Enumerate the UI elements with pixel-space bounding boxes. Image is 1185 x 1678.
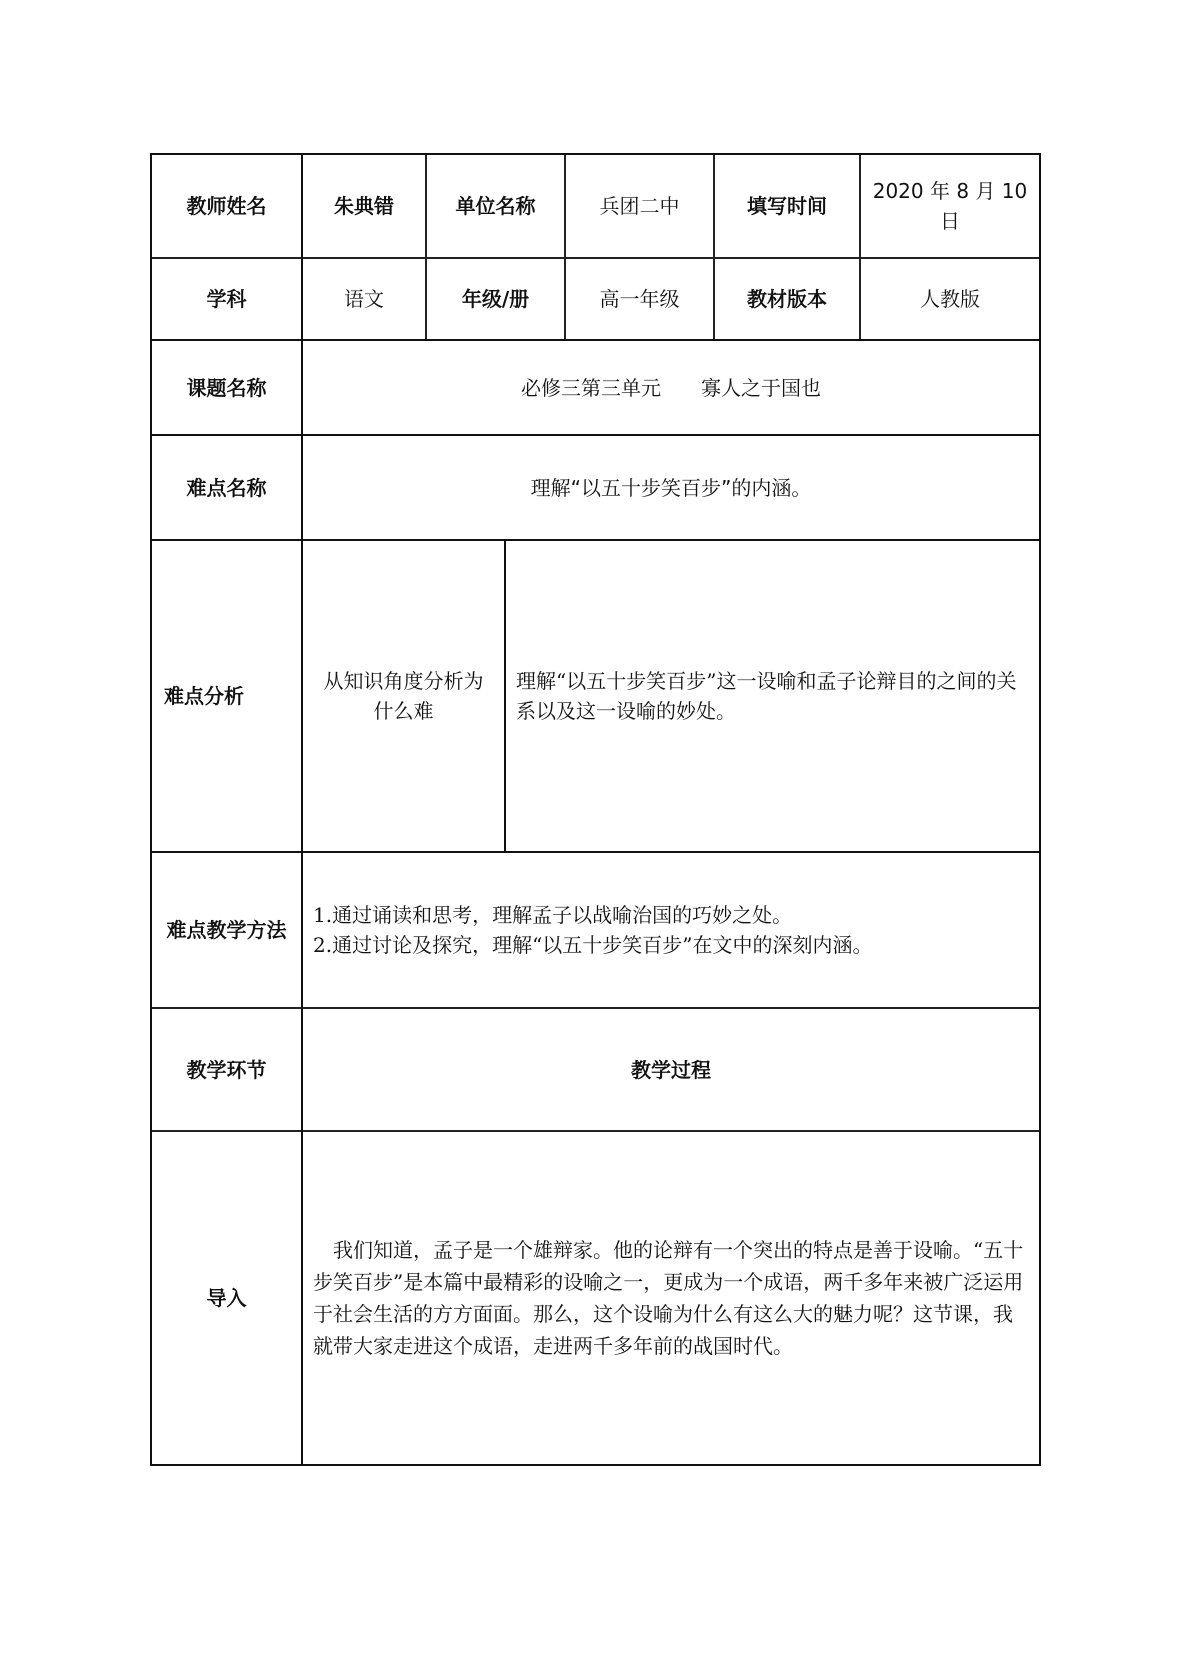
grade-value: 高一年级: [565, 258, 714, 340]
main-column-divider: [301, 153, 303, 1466]
row-divider-method: [150, 851, 1041, 853]
process-label: 教学环节: [151, 1008, 302, 1131]
teacher-name-value: 朱典错: [302, 154, 426, 258]
analysis-divider: [504, 540, 506, 852]
subject-value: 语文: [302, 258, 426, 340]
intro-value: [302, 1131, 1040, 1465]
process-value: 教学过程: [302, 1008, 1040, 1131]
method-value: [302, 852, 1040, 1008]
difficulty-label: 难点名称: [151, 435, 302, 540]
analysis-value: 理解“以五十步笑百步”这一设喻和孟子论辩目的之间的关系以及这一设喻的妙处。: [505, 540, 1040, 852]
row-divider-difficulty: [150, 434, 1041, 436]
topic-label: 课题名称: [151, 340, 302, 435]
subject-label: 学科: [151, 258, 302, 340]
edition-value: 人教版: [860, 258, 1040, 340]
method-item-1: 1.通过诵读和思考，理解孟子以战喻治国的巧妙之处。: [313, 903, 793, 927]
intro-label: 导入: [151, 1131, 302, 1465]
method-item-2: 2.通过讨论及探究，理解“以五十步笑百步”在文中的深刻内涵。: [313, 933, 873, 957]
unit-value: 兵团二中: [565, 154, 714, 258]
date-label: 填写时间: [714, 154, 860, 258]
topic-value: 必修三第三单元 寡人之于国也: [302, 340, 1040, 435]
intro-text: 我们知道，孟子是一个雄辩家。他的论辩有一个突出的特点是善于设喻。“五十步笑百步”是本篇中最精彩的设喻之一，更成为一个成语，两千多年来被广泛运用于社会生活的方方面面。那么，这个设喻为什么有这么大的魅力呢？这节课，我就带大家走进这个成语，走进两千多年前的战国时代。: [313, 1238, 1024, 1358]
unit-label: 单位名称: [426, 154, 565, 258]
difficulty-value: 理解“以五十步笑百步”的内涵。: [302, 435, 1040, 540]
edition-label: 教材版本: [714, 258, 860, 340]
row-divider-topic: [150, 339, 1041, 341]
method-label: 难点教学方法: [151, 852, 302, 1008]
date-value: 2020 年 8 月 10 日: [860, 154, 1040, 258]
row-divider-analysis: [150, 539, 1041, 541]
teacher-name-label: 教师姓名: [151, 154, 302, 258]
analysis-sub-label: 从知识角度分析为什么难: [302, 540, 505, 852]
analysis-label: 难点分析: [151, 540, 302, 852]
grade-label: 年级/册: [426, 258, 565, 340]
